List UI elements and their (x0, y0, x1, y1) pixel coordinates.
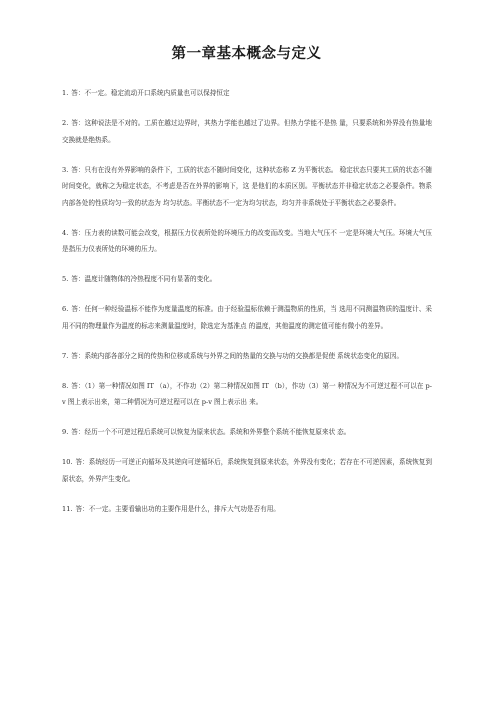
answer-text: 答：不一定。稳定流动开口系统内质量也可以保持恒定 (71, 89, 230, 97)
answer-number: 11. (62, 504, 73, 513)
answer-item (62, 115, 432, 148)
answer-text: 答：温度计随物体的冷热程度不同有显著的变化。 (71, 275, 217, 283)
answer-number: 1. (62, 89, 69, 97)
answer-text: 答：不一定。主要看输出功的主要作用是什么，排斥大气功是否有用。 (75, 504, 280, 513)
answer-text: 答：任何一种经验温标不能作为度量温度的标准。由于经验温标依赖于测温物质的性质，当 选用不同测温物质的温度计、采用不同的物理量作为温度的标志来测量温度时，除选定为基准点 的温度，其他温度的测定值可能有微小的差异。 (62, 305, 432, 330)
answer-item (62, 501, 432, 518)
answer-item (62, 301, 432, 334)
answer-number: 3. (62, 165, 69, 174)
answer-list (62, 85, 432, 531)
answer-number: 7. (62, 351, 69, 360)
answer-item (62, 225, 432, 258)
answer-number: 2. (62, 119, 69, 127)
answer-item (62, 424, 432, 441)
answer-number: 6. (62, 305, 69, 313)
answer-number: 4. (62, 228, 69, 237)
answer-item (62, 85, 432, 102)
answer-item (62, 271, 432, 288)
answer-text: 答：经历一个不可逆过程后系统可以恢复为原来状态。系统和外界整个系统不能恢复原来状 态。 (71, 428, 351, 436)
answer-number: 10. (62, 458, 73, 466)
answer-text: 答：（1）第一种情况如图 IT （a），不作功（2）第二种情况如图 IT （b），作功（3）第一 种情况为不可逆过程不可以在 p-v 图上表示出来，第二种情况为可逆过程可以在 p-v 图上表示出 来。 (62, 381, 432, 406)
answer-item (62, 348, 432, 365)
answer-number: 5. (62, 275, 69, 283)
answer-text: 答：压力表的读数可能会改变，根据压力仪表所处的环境压力的改变而改变。当地大气压不 一定是环境大气压。环境大气压是指压力仪表所处的环境的压力。 (62, 228, 432, 253)
answer-text: 答：系统经历一可逆正向循环及其逆向可逆循环后，系统恢复到原来状态，外界没有变化；若存在不可逆因素，系统恢复到原状态，外界产生变化。 (62, 458, 432, 483)
answer-text: 答：只有在没有外界影响的条件下，工质的状态不随时间变化，这种状态称 Z 为平衡状态。 稳定状态只要其工质的状态不随时间变化，就称之为稳定状态，不考虑是否在外界的影响下，这 是他们的本质区别。平衡状态并非稳定状态之必要条件。物系内部各处的性质均匀一致的状态为 均匀状态。平衡状态不一定为均匀状态，均匀并非系统处于平衡状态之必要条件。 (62, 165, 432, 207)
answer-item (62, 378, 432, 411)
answer-text: 答：这种说法是不对的。工质在越过边界时，其热力学能也越过了边界。但热力学能不是热 量，只要系统和外界没有热量地交换就是绝热系。 (62, 119, 432, 144)
answer-number: 8. (62, 381, 69, 390)
answer-item (62, 454, 432, 487)
answer-number: 9. (62, 428, 69, 436)
answer-text: 答：系统内部各部分之间的传热和位移或系统与外界之间的热量的交换与功的交换都是促使 系统状态变化的原因。 (71, 351, 404, 360)
page-title: 第一章基本概念与定义 (171, 46, 322, 62)
answer-item (62, 162, 432, 212)
